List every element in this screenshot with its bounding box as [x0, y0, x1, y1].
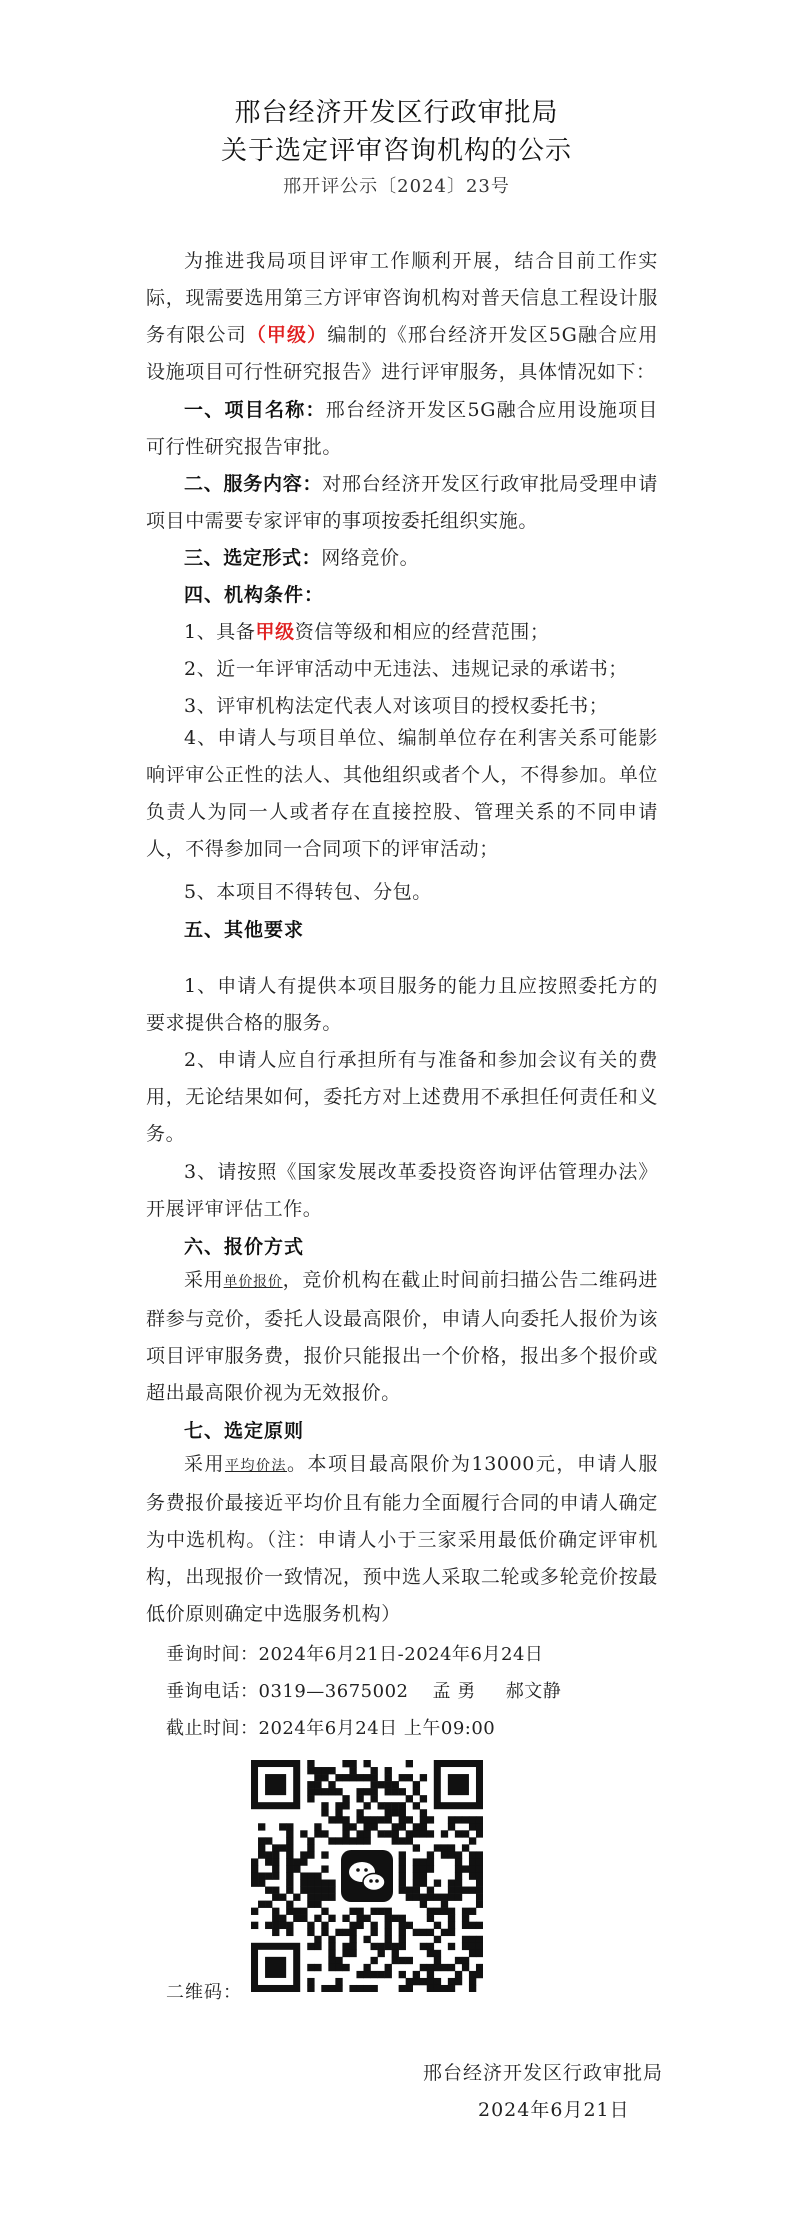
section-selection-form [146, 540, 658, 577]
condition-item-5: 5、本项目不得转包、分包。 [184, 881, 432, 903]
contact-person-2: 郝文静 [505, 1681, 562, 1702]
intro-paragraph [146, 243, 658, 391]
qr-code-image [251, 1760, 483, 1992]
inquiry-phone-label: 垂询电话： [166, 1681, 259, 1702]
intro-text-2: 编制的《邢台经济开发区5G融合应用设施项目可行性研究报告》进行评审服务，具体情况如下： [146, 324, 658, 383]
section-other-requirements-head: 五、其他要求 [184, 919, 305, 941]
qr-code[interactable] [251, 1760, 483, 1992]
inquiry-phone [166, 1677, 579, 1703]
section-project-name-head: 一、项目名称： [184, 399, 326, 421]
signature-date: 2024年6月21日 [478, 2099, 630, 2121]
deadline [166, 1714, 513, 1740]
document-number: 邢开评公示〔2024〕23号 [283, 176, 510, 197]
title-line-2: 关于选定评审咨询机构的公示 [220, 136, 572, 166]
section-project-name-text: 邢台经济开发区5G融合应用设施项目可行性研究报告审批。 [146, 399, 659, 458]
grade-highlight: （甲级） [246, 324, 328, 346]
section-project-name [146, 392, 658, 466]
selection-principle-pre: 采用 [184, 1453, 226, 1475]
contact-person-1: 孟 勇 [432, 1681, 476, 1702]
quote-method-pre: 采用 [184, 1269, 224, 1291]
quote-method-paragraph [146, 1262, 658, 1412]
inquiry-phone-value: 0319—3675002 [258, 1681, 409, 1702]
condition-item-2: 2、近一年评审活动中无违法、违规记录的承诺书； [184, 658, 628, 680]
condition-item-1-post: 资信等级和相应的经营范围； [294, 621, 550, 643]
intro-text-1: 为推进我局项目评审工作顺利开展，结合目前工作实际，现需要选用第三方评审咨询机构对普天信息工程设计服务有限公司 [146, 250, 658, 346]
condition-grade-highlight: 甲级 [255, 621, 295, 643]
signature-organization: 邢台经济开发区行政审批局 [423, 2062, 664, 2084]
quote-method-text: ，竞价机构在截止时间前扫描公告二维码进群参与竞价，委托人设最高限价，申请人向委托人报价为该项目评审服务费，报价只能报出一个价格，报出多个报价或超出最高限价视为无效报价。 [146, 1269, 659, 1404]
requirement-item-1: 1、申请人有提供本项目服务的能力且应按照委托方的要求提供合格的服务。 [146, 975, 658, 1034]
condition-item-3: 3、评审机构法定代表人对该项目的授权委托书； [184, 695, 609, 717]
inquiry-time [166, 1640, 561, 1666]
quote-method-name: 单价报价 [223, 1274, 283, 1290]
section-service-content-text: 对邢台经济开发区行政审批局受理申请项目中需要专家评审的事项按委托组织实施。 [146, 473, 658, 532]
selection-principle-method: 平均价法 [225, 1458, 288, 1474]
inquiry-time-label: 垂询时间： [166, 1644, 259, 1665]
wechat-icon [341, 1850, 393, 1902]
selection-principle-paragraph [146, 1446, 658, 1633]
condition-item-1 [184, 617, 550, 644]
inquiry-time-value: 2024年6月21日-2024年6月24日 [258, 1644, 544, 1665]
deadline-value: 2024年6月24日 上午09:00 [258, 1718, 496, 1739]
deadline-label: 截止时间： [166, 1718, 259, 1739]
section-selection-form-text: 网络竞价。 [321, 547, 420, 569]
section-service-content-head: 二、服务内容： [184, 473, 323, 495]
section-conditions-head: 四、机构条件： [184, 584, 325, 606]
section-service-content [146, 466, 658, 540]
selection-principle-text: 。本项目最高限价为13000元，申请人服务费报价最接近平均价且有能力全面履行合同的申请人确定为中选机构。（注：申请人小于三家采用最低价确定评审机构，出现报价一致情况，预中选人采取二轮或多轮竞价按最低价原则确定中选服务机构） [146, 1453, 659, 1625]
condition-item-4: 4、申请人与项目单位、编制单位存在利害关系可能影响评审公正性的法人、其他组织或者个人，不得参加。单位负责人为同一人或者存在直接控股、管理关系的不同申请人，不得参加同一合同项下的评审活动； [146, 727, 658, 860]
requirement-item-2: 2、申请人应自行承担所有与准备和参加会议有关的费用，无论结果如何，委托方对上述费用不承担任何责任和义务。 [146, 1049, 658, 1145]
requirement-item-3: 3、请按照《国家发展改革委投资咨询评估管理办法》开展评审评估工作。 [146, 1161, 658, 1220]
qr-code-label: 二维码： [166, 1982, 242, 2003]
section-selection-form-head: 三、选定形式： [184, 547, 322, 569]
title-line-1: 邢台经济开发区行政审批局 [234, 98, 559, 128]
section-selection-principle-head: 七、选定原则 [184, 1420, 305, 1442]
condition-item-1-pre: 1、具备 [184, 621, 256, 643]
section-quote-method-head: 六、报价方式 [184, 1236, 305, 1258]
